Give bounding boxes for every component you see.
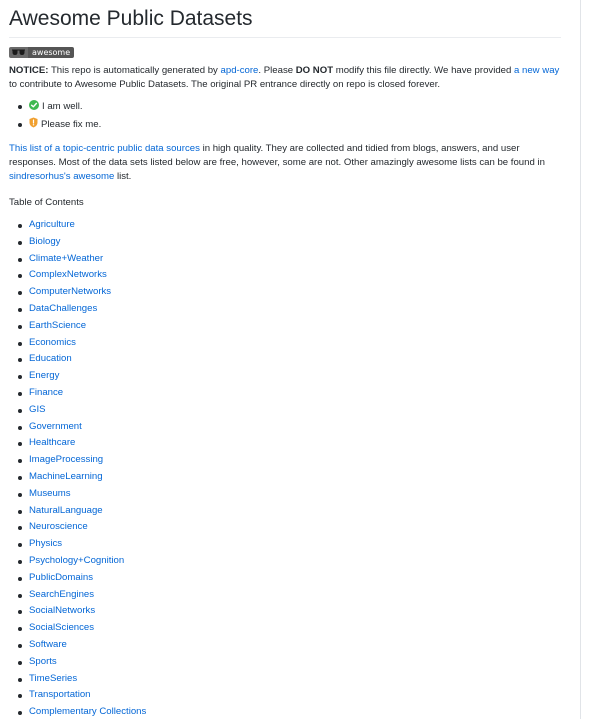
notice-text: This repo is automatically generated by [48, 65, 221, 76]
toc-item [29, 687, 561, 704]
sindresorhus-awesome-link[interactable]: sindresorhus's awesome [9, 171, 115, 182]
toc-link[interactable]: Biology [29, 235, 61, 247]
toc-item [29, 234, 561, 251]
toc-item [29, 671, 561, 688]
toc-link[interactable]: Government [29, 420, 82, 432]
toc-item [29, 654, 561, 671]
toc-item [29, 587, 561, 604]
title-divider [9, 37, 561, 38]
toc-item [29, 620, 561, 637]
toc-link[interactable]: Economics [29, 336, 76, 348]
notice-paragraph [9, 64, 561, 92]
badge-label: awesome [28, 47, 74, 58]
page-edge-divider [580, 0, 581, 719]
toc-item [29, 536, 561, 553]
awesome-badge[interactable] [9, 47, 74, 58]
apd-core-link[interactable]: apd-core [220, 65, 259, 76]
toc-link[interactable]: Healthcare [29, 437, 76, 449]
notice-text: to contribute to Awesome Public Datasets. The original PR entrance directly on repo is closed forever. [9, 79, 441, 90]
warning-shield-icon [29, 117, 38, 134]
notice-text: modify this file directly. We have provided [333, 65, 514, 76]
toc-item [29, 452, 561, 469]
toc-item [29, 486, 561, 503]
toc-link[interactable]: Education [29, 353, 72, 365]
toc-link[interactable]: DataChallenges [29, 302, 98, 314]
toc-item [29, 402, 561, 419]
toc-link[interactable]: Neuroscience [29, 521, 88, 533]
toc-list [9, 217, 561, 721]
toc-item [29, 570, 561, 587]
toc-link[interactable]: Physics [29, 538, 63, 550]
toc-link[interactable]: Energy [29, 370, 60, 382]
toc-item [29, 368, 561, 385]
toc-link[interactable]: Software [29, 638, 67, 650]
new-way-link[interactable]: a new way [514, 65, 560, 76]
toc-item [29, 419, 561, 436]
toc-item [29, 385, 561, 402]
toc-link[interactable]: MachineLearning [29, 470, 103, 482]
toc-item [29, 217, 561, 234]
status-item-ok [29, 98, 561, 116]
toc-heading: Table of Contents [9, 197, 84, 208]
notice-label: NOTICE: [9, 65, 49, 76]
toc-item [29, 284, 561, 301]
toc-item [29, 267, 561, 284]
toc-item [29, 301, 561, 318]
page-title: Awesome Public Datasets [9, 7, 253, 30]
toc-item [29, 335, 561, 352]
toc-item [29, 351, 561, 368]
toc-link[interactable]: GIS [29, 403, 46, 415]
toc-item [29, 519, 561, 536]
intro-text: list. [114, 171, 132, 182]
toc-item [29, 553, 561, 570]
toc-link[interactable]: ComplexNetworks [29, 269, 107, 281]
toc-link[interactable]: Complementary Collections [29, 706, 147, 718]
notice-warning: DO NOT [295, 65, 334, 76]
toc-link[interactable]: Psychology+Cognition [29, 554, 125, 566]
toc-link[interactable]: ComputerNetworks [29, 286, 112, 298]
toc-link[interactable]: Sports [29, 655, 57, 667]
toc-link[interactable]: EarthScience [29, 319, 87, 331]
toc-link[interactable]: PublicDomains [29, 571, 93, 583]
toc-link[interactable]: SearchEngines [29, 588, 95, 600]
toc-link[interactable]: NaturalLanguage [29, 504, 103, 516]
toc-link[interactable]: Transportation [29, 689, 91, 701]
toc-item [29, 469, 561, 486]
status-text: I am well. [42, 101, 83, 112]
toc-link[interactable]: TimeSeries [29, 672, 78, 684]
toc-link[interactable]: Museums [29, 487, 71, 499]
toc-item [29, 435, 561, 452]
toc-item [29, 603, 561, 620]
topic-centric-link[interactable]: This list of a topic-centric public data sources [9, 143, 200, 154]
readme-document [9, 0, 561, 721]
sunglasses-icon [9, 47, 28, 58]
toc-item [29, 503, 561, 520]
toc-link[interactable]: SocialSciences [29, 622, 95, 634]
toc-item [29, 704, 561, 721]
intro-text: in high quality. They are collected and tidied from blogs, answers, and user responses. Most of the data sets listed below are free, however, some are not. Other amazingly awesome lists can be found in [9, 143, 545, 168]
toc-item [29, 637, 561, 654]
check-circle-icon [29, 99, 39, 116]
toc-link[interactable]: ImageProcessing [29, 454, 104, 466]
toc-item [29, 318, 561, 335]
status-item-fix [29, 116, 561, 134]
toc-link[interactable]: Climate+Weather [29, 252, 104, 264]
toc-link[interactable]: Agriculture [29, 219, 75, 230]
status-text: Please fix me. [41, 119, 102, 130]
status-list [9, 98, 561, 134]
toc-link[interactable]: SocialNetworks [29, 605, 96, 617]
notice-text: . Please [258, 65, 296, 76]
toc-item [29, 251, 561, 268]
toc-link[interactable]: Finance [29, 386, 64, 398]
intro-paragraph [9, 142, 561, 184]
